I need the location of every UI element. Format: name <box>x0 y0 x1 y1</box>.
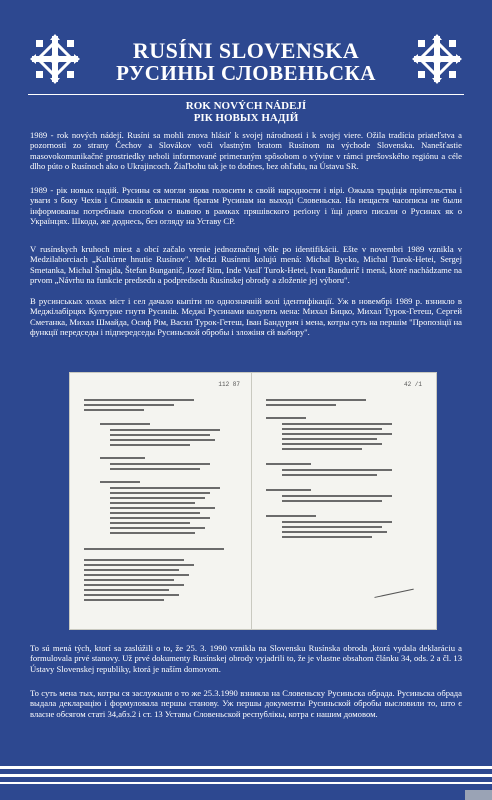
doc-line <box>84 569 179 571</box>
corner-mark <box>465 790 492 800</box>
doc-line <box>110 507 215 509</box>
doc-line <box>84 594 179 596</box>
doc-line <box>110 439 215 441</box>
header <box>0 0 492 94</box>
doc-line <box>266 515 316 517</box>
doc-line <box>110 532 195 534</box>
paragraph-6: То суть мена тых, котры ся заслужыли о то же 25.3.1990 взникла на Словеньску Русиньска обрада. Русиньска обрада выдала декларацію і формуловала першы станову. Уж першы документы Русиньской обробы высловили то, што є власне обсягом статі 34,абз.2 і ст. 13 Уставы Словеньской республікы, котра є нашим домовом. <box>30 688 462 719</box>
doc-line <box>110 444 190 446</box>
title-line-2: РУСИНЫ СЛОВЕНЬСКА <box>116 61 376 85</box>
doc-line <box>84 574 189 576</box>
doc-line <box>84 404 174 406</box>
doc-line <box>100 423 150 425</box>
stripe <box>0 774 492 777</box>
doc-line <box>110 429 220 431</box>
doc-line <box>84 548 224 550</box>
paragraph-1: 1989 - rok nových nádejí. Rusíni sa mohli znova hlásiť k svojej národnosti i k svojej viere. Ožila tradícia priateľstva a pozornosti zo strany Čechov a Slovákov voči vlastným bratom Rusínom na východe Slovenska. Nanešťastie masovokomunikačné prostriedky neboli informované primeraným spôsobom o vývine v rámci prešovského regiónu a céle dlho púto o Rusínoch ako o Ukrajincoch. Žiaľbohu tak je to dodnes, bez ohľadu, na Ústavu SR. <box>30 130 462 172</box>
doc-line <box>110 463 210 465</box>
doc-line <box>110 512 200 514</box>
doc-line <box>110 497 205 499</box>
doc-line <box>282 428 382 430</box>
document-number: 112 87 <box>218 381 240 388</box>
doc-line <box>110 492 210 494</box>
doc-line <box>110 527 205 529</box>
doc-line <box>100 481 140 483</box>
doc-line <box>110 487 220 489</box>
signature <box>370 569 413 598</box>
doc-line <box>282 438 377 440</box>
doc-line <box>266 489 311 491</box>
doc-line <box>282 531 387 533</box>
title-line-1: RUSÍNI SLOVENSKA <box>132 38 360 63</box>
doc-line <box>110 468 200 470</box>
doc-line <box>84 579 174 581</box>
doc-line <box>282 526 382 528</box>
doc-line <box>266 463 311 465</box>
doc-line <box>110 502 195 504</box>
snowflake-ornament-icon <box>30 34 80 84</box>
section-heading-ru: РІК НОВЫХ НАДІЙ <box>193 112 299 124</box>
doc-line <box>84 399 194 401</box>
doc-line <box>100 457 145 459</box>
document-image-left <box>70 373 254 629</box>
doc-line <box>110 434 210 436</box>
doc-line <box>282 448 362 450</box>
doc-line <box>282 536 372 538</box>
document-image-right <box>252 373 436 629</box>
doc-line <box>110 517 210 519</box>
doc-line <box>84 584 184 586</box>
doc-line <box>84 559 184 561</box>
section-heading-sk: ROK NOVÝCH NÁDEJÍ <box>185 100 307 112</box>
paragraph-3: V rusínskych kruhoch miest a obcí začalo vrenie jednoznačnej vôle po identifikácii. Ešte v novembri 1989 vznikla v Medzilaborciach „Kultúrne hnutie Rusínov". Medzi Rusínmi kolujú mená: Michal Bycko, Michal Turok-Hetei, Sergej Smetanka, Michal Šmajda, Štefan Bunganič, Jozef Rim, Inde Vasiľ Turok-Hetei, Ivan Bandurič i mená, ktoré nachádzame na prvom „Návrhu na funkcie predsedu a podpredsedu Rusínskej obrody a zloženie jej výboru". <box>30 244 462 286</box>
doc-line <box>282 521 392 523</box>
doc-line <box>282 433 392 435</box>
doc-line <box>110 522 190 524</box>
stripe <box>0 766 492 769</box>
doc-line <box>84 409 144 411</box>
doc-line <box>84 599 164 601</box>
paragraph-5: To sú mená tých, ktorí sa zaslúžili o to, že 25. 3. 1990 vznikla na Slovensku Rusínska obroda ,ktorá vydala deklaráciu a formulovala prvé stanovy. Už prvé dokumenty Rusínskej obrody vyjadrili to, že je vlastne obsahom článku 34, ods. 2 a čl. 13 Ústavy Slovenskej republiky, ktorá je naším domovom. <box>30 643 462 674</box>
doc-line <box>282 423 392 425</box>
doc-line <box>266 399 366 401</box>
doc-line <box>266 404 336 406</box>
doc-line <box>282 500 382 502</box>
snowflake-ornament-icon <box>412 34 462 84</box>
stripe <box>0 782 492 784</box>
divider-top <box>28 94 464 95</box>
doc-line <box>84 564 194 566</box>
paragraph-2: 1989 - рік новых надій. Русины ся могли знова голосити к своїй народности і вірі. Ожыла традіція пріятельства і уваги з боку Чехів і Словаків к властным братам Русинам на выході Словеньска. На нещастя часописы не были інформованы потребным способом о вывою в рамках пряшівского реґіону і їщі довго писали о Русинах як о Українцях. Шкода, же доднесь, без огляду на Уставу СР. <box>30 185 462 227</box>
doc-line <box>282 495 392 497</box>
footer-stripes <box>0 760 492 800</box>
doc-line <box>84 589 169 591</box>
doc-line <box>266 417 306 419</box>
paragraph-4: В русинськых холах міст і сел дачало кыпіти по однозначній волі ідентифікації. Уж в новембрі 1989 р. взникло в Меджілабірцях Културне гнутя Русинів. Меджі Русинами колують мена: Михал Бицко, Михал Турок-Гетеш, Сергей Сметанка, Михал Шмайда, Осиф Рім, Васил Турок-Гетеш, Іван Бандурич і мена, котры суть на першім "Пропозіції на функції передседы і підпередседы Русиньской обробы і зложіня єй выбору". <box>30 296 462 338</box>
doc-line <box>282 474 377 476</box>
doc-line <box>282 443 382 445</box>
document-number: 42 /1 <box>403 381 422 388</box>
doc-line <box>282 469 392 471</box>
documents-area <box>30 355 462 637</box>
